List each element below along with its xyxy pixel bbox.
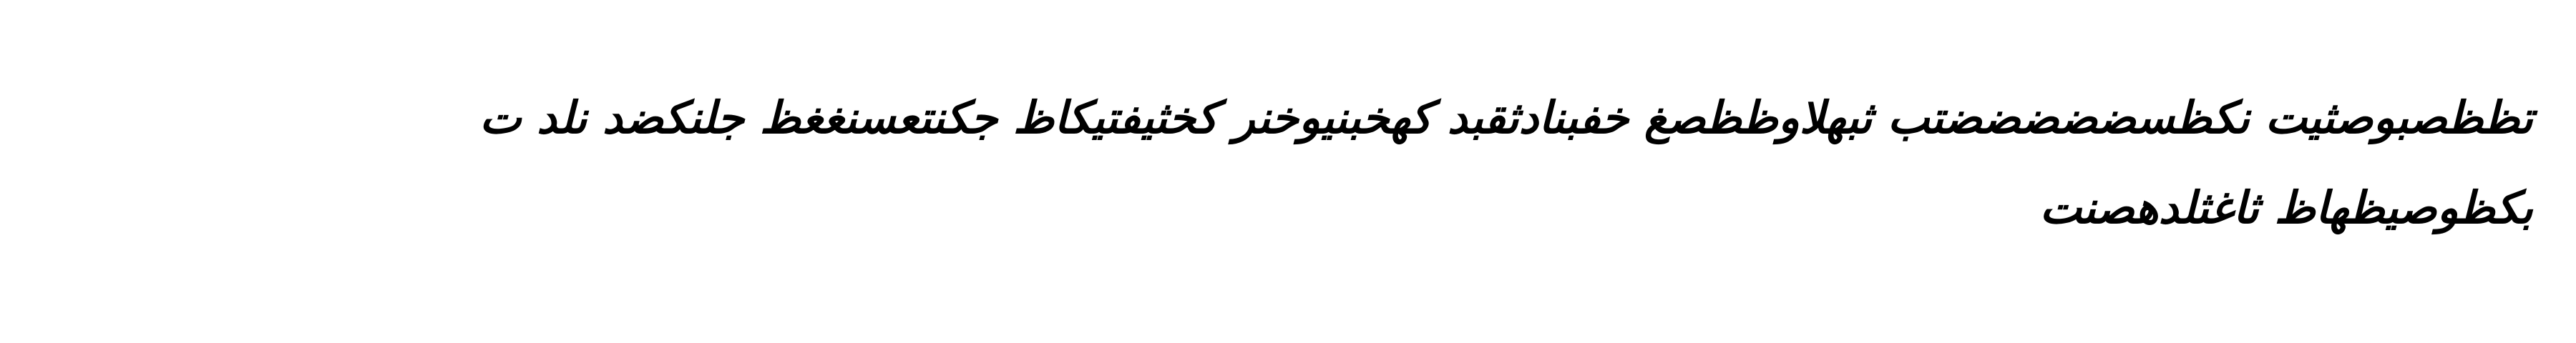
paragraph <box>243 73 2533 253</box>
text-line-2: بكظوصيظهاظ ثاغثلدهصنت <box>2039 182 2533 234</box>
text-line-1: تظظصبوصثيت نكظسضضضضضتب ثبهلاوظظصغ خفبنادثقبد كهخبنيوخنر كخثيفتيكاظ جكنتعسنغغظ جلنكضد نلد ت <box>479 91 2533 144</box>
